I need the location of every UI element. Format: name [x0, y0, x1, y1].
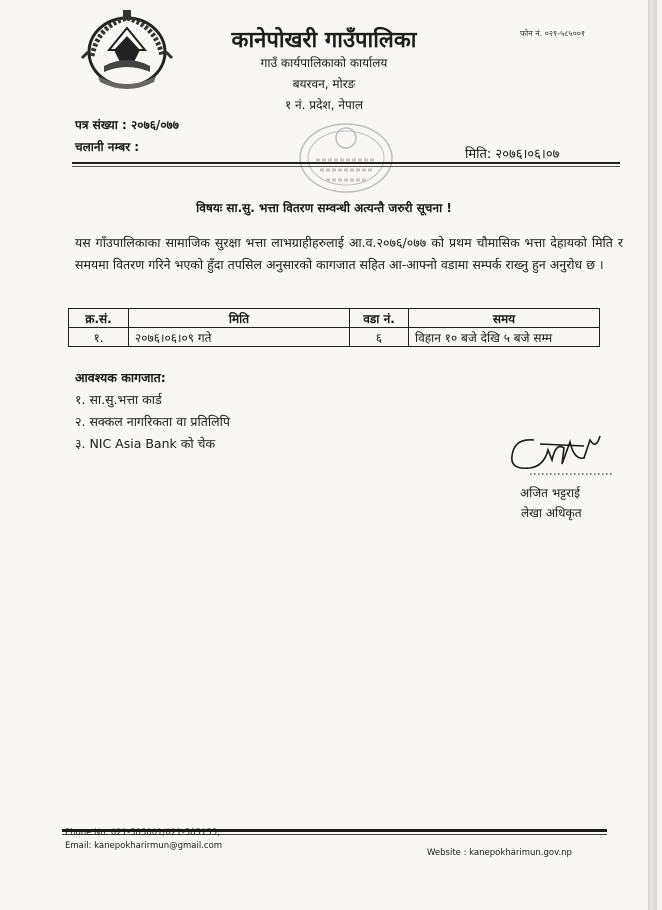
letter-date: मिति: २०७६।०६।०७: [465, 147, 560, 162]
handwritten-signature: [500, 430, 618, 480]
footer-email: Email: kanepokharirmun@gmail.com: [65, 841, 223, 851]
signatory-name: अजित भट्टराई: [520, 486, 581, 500]
office-subtitle: गाउँ कार्यपालिकाको कार्यालय: [260, 56, 388, 70]
letter-number: पत्र संख्या : २०७६/०७७: [75, 118, 180, 132]
header-divider: [72, 162, 620, 164]
notice-subject: विषयः सा.सु. भत्ता वितरण सम्वन्धी अत्यन्तै जरुरी सूचना !: [196, 201, 452, 215]
office-location: बयरवन, मोरङ: [292, 77, 356, 91]
list-item: २. सक्कल नागरिकता वा प्रतिलिपि: [75, 414, 230, 429]
list-item: ३. NIC Asia Bank को चेक: [75, 436, 216, 451]
schedule-table: [68, 308, 600, 347]
table-header-row: [69, 309, 600, 328]
documents-heading: आवश्यक कागजात:: [75, 370, 166, 385]
dispatch-number: चलानी नम्बर :: [75, 140, 140, 154]
cell-time: विहान १० बजे देखि ५ बजे सम्म: [409, 328, 600, 347]
header-serial: क्र.सं.: [69, 309, 129, 328]
notice-body: यस गाँउपालिकाका सामाजिक सुरक्षा भत्ता लाभग्राहीहरुलाई आ.व.२०७६/०७७ को प्रथम चौमासिक भत्ता देहायको मिति र समयमा वितरण गरिने भएको हुँदा तपसिल अनुसारको कागजात सहित आ-आफ्नो वडामा सम्पर्क राख्नु हुन अनुरोध छ ।: [75, 235, 623, 272]
office-stamp: [296, 120, 396, 196]
cell-serial: १.: [69, 328, 129, 347]
list-item: १. सा.सु.भत्ता कार्ड: [75, 392, 162, 407]
header-divider-thin: [72, 166, 620, 167]
footer-phone: Phone No. 021-585001/021-585155,: [65, 828, 220, 838]
office-province: १ नं. प्रदेश, नेपाल: [284, 98, 364, 112]
footer-website: Website : kanepokharimun.gov.np: [427, 848, 572, 858]
header-date: मिति: [129, 309, 350, 328]
phone-number-top: फोन नं. ०२१-५८५००१: [520, 29, 586, 38]
header-ward: वडा नं.: [350, 309, 409, 328]
cell-date: २०७६।०६।०९ गते: [129, 328, 350, 347]
cell-ward: ६: [350, 328, 409, 347]
table-row: [69, 328, 600, 347]
signatory-title: लेखा अधिकृत: [521, 506, 582, 520]
header-time: समय: [409, 309, 600, 328]
office-name: कानेपोखरी गाउँपालिका: [231, 28, 417, 53]
